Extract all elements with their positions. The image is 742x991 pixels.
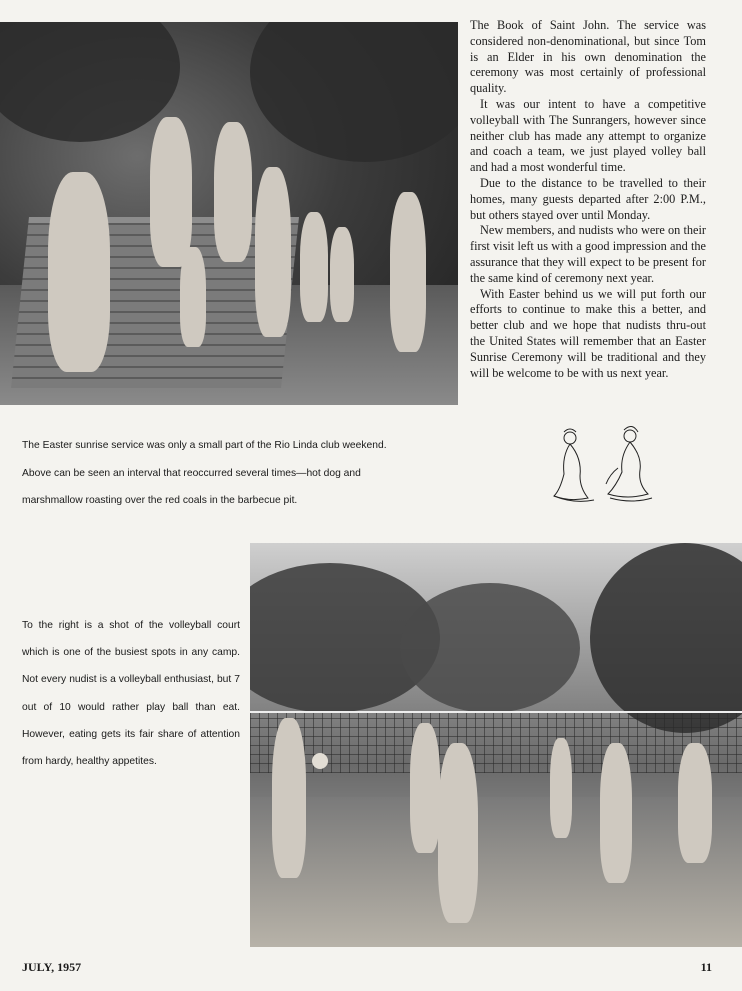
- page-footer: [22, 960, 712, 974]
- article-body: [470, 18, 706, 381]
- article-paragraph: New members, and nudists who were on their first visit left us with a good impression and the assurance that they will expect to be present for the same kind of ceremony next year.: [470, 223, 706, 285]
- page-number: 11: [700, 960, 712, 974]
- article-paragraph: The Book of Saint John. The service was considered non-denominational, but since Tom is an Elder in his own denomination the ceremony was most certainly of professional quality.: [470, 18, 706, 96]
- article-paragraph: With Easter behind us we will put forth our efforts to continue to make this a better, and better club and we hope that nudists thru-out the United States will remember that an Easter Sunrise Ceremony will be traditional and they will be welcome to be with us next year.: [470, 286, 706, 380]
- seated-figures-sketch: [548, 424, 658, 512]
- barbecue-pit-photo: [0, 22, 458, 405]
- article-paragraph: Due to the distance to be travelled to their homes, many guests departed after 2:00 P.M., but others stayed over until Monday.: [470, 175, 706, 222]
- volleyball-court-photo: [250, 543, 742, 947]
- barbecue-photo-caption: The Easter sunrise service was only a small part of the Rio Linda club weekend. Above can be seen an interval that reoccurred several times—hot dog and marshmallow roasting over the red coals in the barbecue pit.: [22, 440, 387, 506]
- issue-date: JULY, 1957: [22, 960, 82, 974]
- volleyball-photo-caption: To the right is a shot of the volleyball court which is one of the busiest spots in any camp. Not every nudist is a volleyball enthusiast, but 7 out of 10 would rather play ball than eat. However, eating gets its fair share of attention from hardy, healthy appetites.: [22, 620, 240, 768]
- article-paragraph: It was our intent to have a competitive volleyball with The Sunrangers, however since neither club has made any attempt to organize and coach a team, we just played volley ball and had a most wonderful time.: [470, 96, 706, 175]
